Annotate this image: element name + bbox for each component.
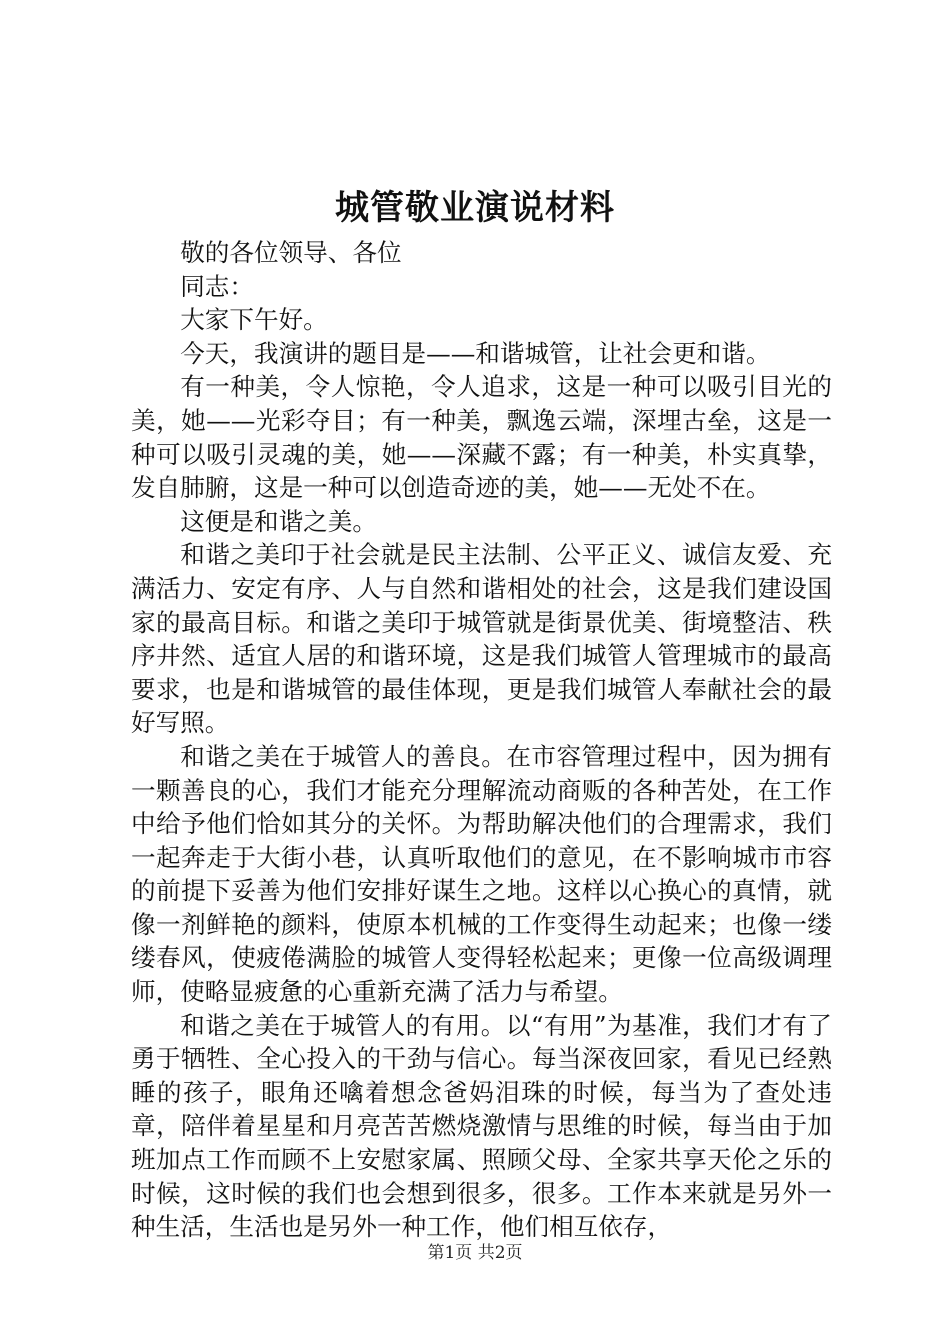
page-footer: 第1页 共2页 (427, 1243, 523, 1263)
paragraph: 这便是和谐之美。 (180, 506, 377, 536)
paragraph: 和谐之美印于社会就是民主法制、公平正义、诚信友爱、充满活力、安定有序、人与自然和谐相处的社会，这是我们建设国家的最高目标。和谐之美印于城管就是街景优美、街境整洁、秩序井然、适宜人居的和谐环境，这是我们城管人管理城市的最高要求，也是和谐城管的最佳体现，更是我们城管人奉献社会的最好写照。 (131, 540, 832, 738)
paragraph: 敬的各位领导、各位 (180, 238, 402, 267)
document-title: 城管敬业演说材料 (335, 188, 615, 228)
paragraph: 今天，我演讲的题目是——和谐城管，让社会更和谐。 (180, 338, 771, 368)
paragraph: 同志： (180, 271, 254, 301)
paragraph: 有一种美，令人惊艳，令人追求，这是一种可以吸引目光的美，她——光彩夺目；有一种美，飘逸云端，深埋古垒，这是一种可以吸引灵魂的美，她——深藏不露；有一种美，朴实真挚，发自肺腑，这是一种可以创造奇迹的美，她——无处不在。 (131, 372, 832, 503)
paragraph: 和谐之美在于城管人的有用。以“有用”为基准，我们才有了勇于牺牲、全心投入的干劲与信心。每当深夜回家，看见已经熟睡的孩子，眼角还噙着想念爸妈泪珠的时候，每当为了查处违章，陪伴着星星和月亮苦苦燃烧激情与思维的时候，每当由于加班加点工作而顾不上安慰家属、照顾父母、全家共享天伦之乐的时候，这时候的我们也会想到很多，很多。工作本来就是另外一种生活，生活也是另外一种工作，他们相互依存， (131, 1010, 832, 1242)
document-body (131, 236, 832, 1244)
paragraph: 和谐之美在于城管人的善良。在市容管理过程中，因为拥有一颗善良的心，我们才能充分理解流动商贩的各种苦处，在工作中给予他们恰如其分的关怀。为帮助解决他们的合理需求，我们一起奔走于大街小巷，认真听取他们的意见，在不影响城市市容的前提下妥善为他们安排好谋生之地。这样以心换心的真情，就像一剂鲜艳的颜料，使原本机械的工作变得生动起来；也像一缕缕春风，使疲倦满脸的城管人变得轻松起来；更像一位高级调理师，使略显疲惫的心重新充满了活力与希望。 (131, 741, 832, 1007)
paragraph: 大家下午好。 (180, 305, 328, 335)
